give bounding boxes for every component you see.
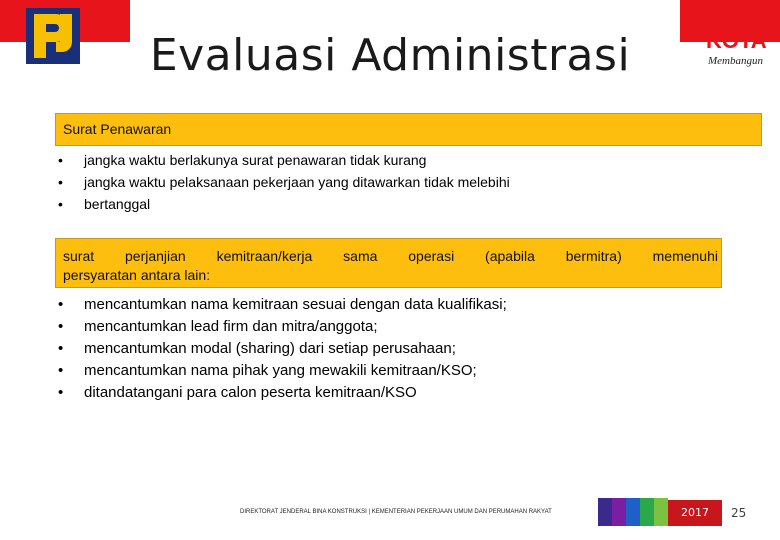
list-item: • mencantumkan modal (sharing) dari setiap perusahaan; [58,340,456,357]
list-item: • bertanggal [58,196,151,212]
penawaran-list [58,150,510,216]
surat-penawaran-box [55,113,762,146]
kemitraan-box [55,238,722,288]
footer-color-bar [626,498,640,526]
kemitraan-line-1: surat perjanjian kemitraan/kerja sama operasi (apabila bermitra) memenuhi [63,248,718,264]
bullet-icon: • [58,196,63,212]
footer-text: DIREKTORAT JENDERAL BINA KONSTRUKSI | KEMENTERIAN PEKERJAAN UMUM DAN PERUMAHAN RAKYAT [240,509,552,515]
bullet-icon: • [58,362,64,379]
bullet-icon: • [58,318,64,335]
bullet-icon: • [58,296,64,313]
surat-penawaran-label: Surat Penawaran [63,121,172,137]
footer-color-bar [598,498,612,526]
kota-logo-text: KOTA [706,28,767,53]
list-item: • jangka waktu pelaksanaan pekerjaan yang ditawarkan tidak melebihi [58,174,510,190]
membangun-logo-text: Membangun [708,55,763,67]
list-item: • jangka waktu berlakunya surat penawaran tidak kurang [58,152,427,168]
bullet-icon: • [58,384,64,401]
list-item: • mencantumkan lead firm dan mitra/anggota; [58,318,378,335]
footer-color-bar [612,498,626,526]
list-item: • mencantumkan nama pihak yang mewakili kemitraan/KSO; [58,362,477,379]
page-title: Evaluasi Administrasi [149,30,631,81]
kemitraan-line-2: persyaratan antara lain: [63,267,211,283]
bullet-icon: • [58,174,63,190]
bullet-icon: • [58,340,64,357]
list-item: • ditandatangani para calon peserta kemitraan/KSO [58,384,417,401]
bullet-icon: • [58,152,63,168]
footer-color-bar [640,498,654,526]
list-item: • mencantumkan nama kemitraan sesuai dengan data kualifikasi; [58,296,507,313]
page-number: 25 [731,506,747,520]
kemitraan-list [58,294,507,404]
footer-color-bar [654,498,668,526]
year-badge: 2017 [668,500,722,526]
